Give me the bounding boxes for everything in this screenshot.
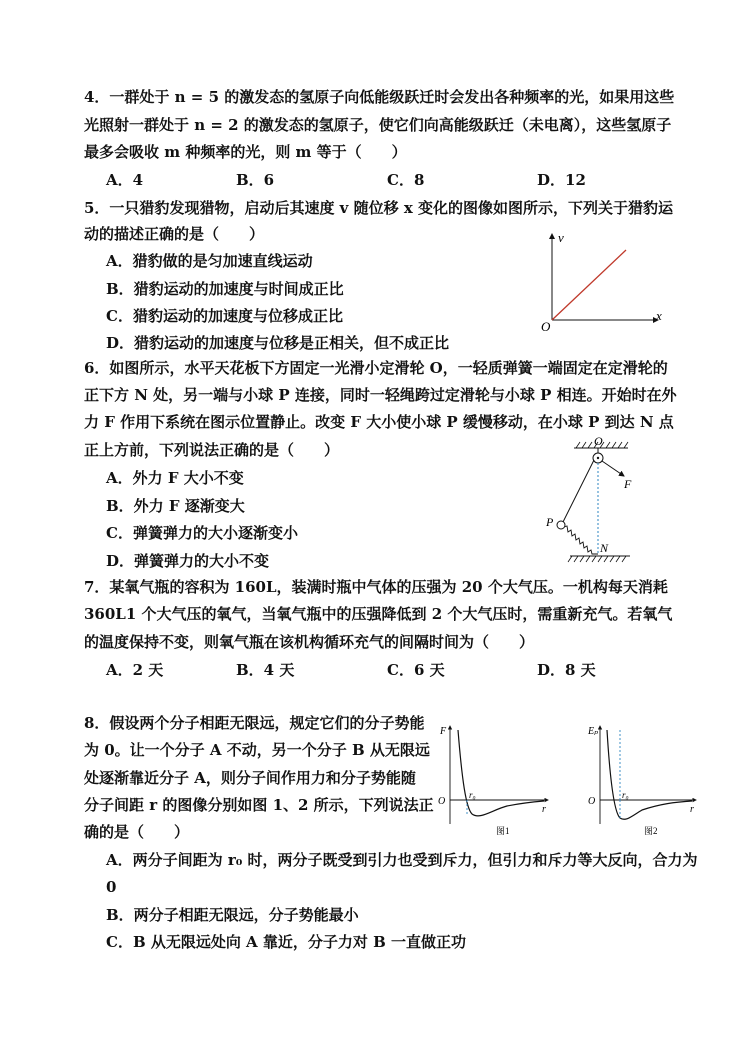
q7-line-3: 的温度保持不变，则氧气瓶在该机构循环充气的间隔时间为（ ） <box>84 633 535 651</box>
q4-option-c: C．8 <box>387 171 425 189</box>
q7-option-d: D．8 天 <box>537 661 596 679</box>
ball-p <box>557 521 565 529</box>
q8-option-b: B．两分子相距无限远，分子势能最小 <box>106 906 359 924</box>
q5-origin-label: O <box>541 319 551 333</box>
q6-option-c: C．弹簧弹力的大小逐渐变小 <box>106 524 298 542</box>
q5-option-b: B．猎豹运动的加速度与时间成正比 <box>106 280 344 298</box>
svg-text:r₀: r₀ <box>622 790 629 800</box>
q6-line-1: 6．如图所示，水平天花板下方固定一光滑小定滑轮 O，一轻质弹簧一端固定在定滑轮的 <box>84 359 668 377</box>
q5-option-d: D．猎豹运动的加速度与位移是正相关，但不成正比 <box>106 334 450 352</box>
label-f: F <box>624 477 632 491</box>
svg-text:O: O <box>438 796 446 807</box>
q5-line-2: 动的描述正确的是（ ） <box>84 225 265 243</box>
q8-line-4: 分子间距 r 的图像分别如图 1、2 所示，下列说法正 <box>84 796 434 814</box>
q6-pulley-spring-figure <box>540 436 650 570</box>
q7-option-c: C．6 天 <box>387 661 445 679</box>
q4-option-d: D．12 <box>537 171 586 189</box>
label-n: N <box>600 541 609 555</box>
q8-line-1: 8．假设两个分子相距无限远，规定它们的分子势能 <box>84 714 425 732</box>
q5-line-1: 5．一只猎豹发现猎物，启动后其速度 v 随位移 x 变化的图像如图所示，下列关于猎豹运 <box>84 199 673 217</box>
q7-option-b: B．4 天 <box>236 661 295 679</box>
q6-option-d: D．弹簧弹力的大小不变 <box>106 552 270 570</box>
q7-line-2: 360L1 个大气压的氧气，当氧气瓶中的压强降低到 2 个大气压时，需重新充气。若氧气 <box>84 605 673 623</box>
rope <box>562 460 594 524</box>
fig1-caption: 图1 <box>496 826 510 836</box>
svg-text:r: r <box>690 804 694 815</box>
svg-text:r: r <box>542 804 546 815</box>
fig2-caption: 图2 <box>644 826 658 836</box>
svg-text:O: O <box>588 796 596 807</box>
svg-text:Eₚ: Eₚ <box>588 726 599 737</box>
q8-option-a-continued: 0 <box>106 878 117 896</box>
q8-fig1-force-graph <box>432 720 552 838</box>
q8-option-c: C．B 从无限远处向 A 靠近，分子力对 B 一直做正功 <box>106 933 467 951</box>
q8-line-3: 处逐渐靠近分子 A，则分子间作用力和分子势能随 <box>84 769 416 787</box>
spring <box>564 526 598 554</box>
q6-option-b: B．外力 F 逐渐变大 <box>106 497 245 515</box>
svg-text:F: F <box>440 726 447 737</box>
q5-velocity-line <box>552 250 626 320</box>
q5-option-c: C．猎豹运动的加速度与位移成正比 <box>106 307 343 325</box>
svg-text:r₀: r₀ <box>469 790 476 800</box>
q6-line-4: 正上方前，下列说法正确的是（ ） <box>84 441 340 459</box>
q4-line-3: 最多会吸收 m 种频率的光，则 m 等于（ ） <box>84 143 407 161</box>
q8-line-2: 为 0。让一个分子 A 不动，另一个分子 B 从无限远 <box>84 741 430 759</box>
label-o: O <box>594 436 603 448</box>
q8-fig2-potential-energy-graph <box>580 720 700 838</box>
q5-option-a: A．猎豹做的是匀加速直线运动 <box>106 252 313 270</box>
q4-option-b: B．6 <box>236 171 275 189</box>
q6-line-2: 正下方 N 处，另一端与小球 P 连接，同时一轻绳跨过定滑轮与小球 P 相连。开始时在外 <box>84 386 677 404</box>
q5-y-label: v <box>558 230 564 245</box>
q4-line-2: 光照射一群处于 n = 2 的激发态的氢原子，使它们向高能级跃迁（未电离），这些氢原子 <box>84 116 672 134</box>
q4-line-1: 4．一群处于 n = 5 的激发态的氢原子向低能级跃迁时会发出各种频率的光，如果用这些 <box>84 88 675 106</box>
q6-line-3: 力 F 作用下系统在图示位置静止。改变 F 大小使小球 P 缓慢移动，在小球 P 到达 N 点 <box>84 413 674 431</box>
q7-line-1: 7．某氧气瓶的容积为 160L，装满时瓶中气体的压强为 20 个大气压。一机构每天消耗 <box>84 578 668 596</box>
q7-option-a: A．2 天 <box>106 661 164 679</box>
label-p: P <box>546 515 554 529</box>
force-arrow <box>602 461 624 476</box>
q5-velocity-displacement-graph <box>538 228 668 333</box>
q5-x-label: x <box>656 308 662 323</box>
fig1-force-curve <box>458 730 544 816</box>
q6-option-a: A．外力 F 大小不变 <box>106 469 244 487</box>
q4-option-a: A．4 <box>106 171 144 189</box>
q8-option-a: A．两分子间距为 r₀ 时，两分子既受到引力也受到斥力，但引力和斥力等大反向，合力为 <box>106 851 698 869</box>
q8-line-5: 确的是（ ） <box>84 823 190 841</box>
